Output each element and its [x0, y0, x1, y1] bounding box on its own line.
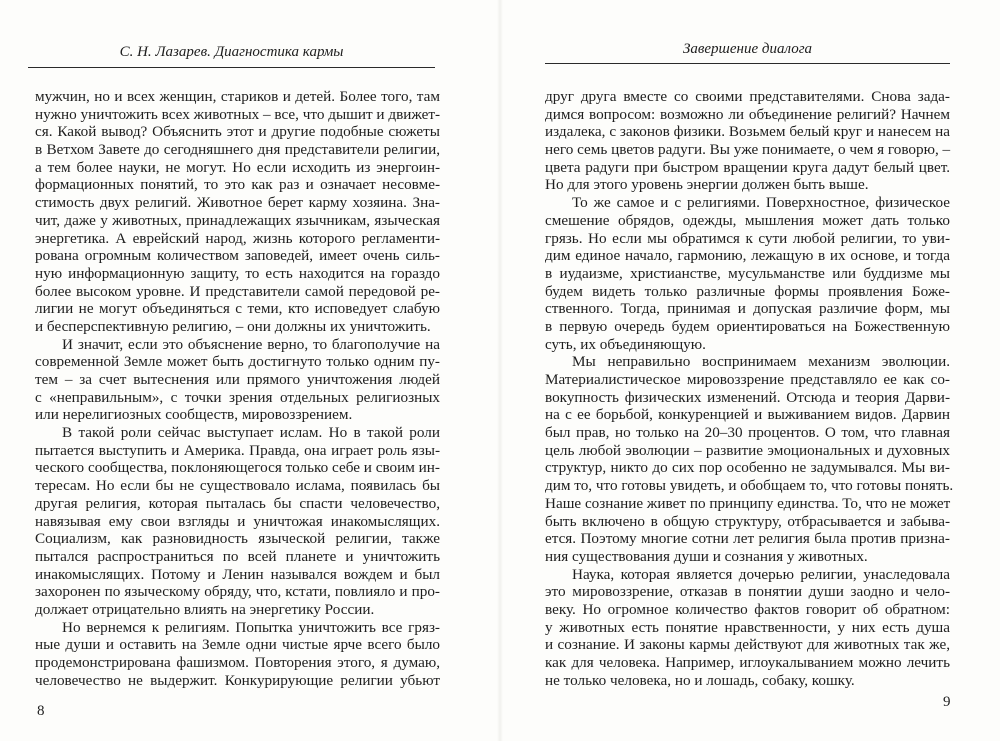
text-line: димся вопросом: возможно ли объединение религий? Начнем — [545, 105, 950, 123]
text-line: должает отрицательно влиять на энергетику России. — [35, 600, 375, 618]
text-line: Наука, которая является дочерью религии, унаследовала — [572, 565, 950, 583]
header-rule — [28, 67, 435, 68]
text-line: В такой роли сейчас выступает ислам. Но в такой роли — [62, 424, 440, 442]
text-line: смешение обрядов, одежды, мышления может дать только — [545, 211, 950, 229]
text-line: ческого сообщества, поклоняющегося только себе и своим ин- — [35, 459, 440, 477]
text-line: захоронен по языческому обряду, что, кстати, повлияло и про- — [35, 583, 440, 601]
text-line: мужчин, но и всех женщин, стариков и детей. Более того, там — [35, 88, 440, 105]
running-header: Завершение диалога — [682, 41, 813, 57]
page-body — [35, 88, 440, 689]
text-line: другая религия, которая пыталась бы спасти человечество, — [35, 494, 440, 512]
text-line: а тем более науки, не могут. Но если исходить из энергоин- — [35, 158, 440, 176]
paragraph — [35, 424, 440, 619]
page-number: 9 — [943, 694, 951, 710]
text-line: ные души и оставить на Земле одни чистые ярче всего было — [35, 636, 440, 654]
paragraph — [35, 619, 440, 690]
text-line: пытается выступить и Америка. Правда, она играет роль язы- — [35, 441, 440, 459]
text-line: был прав, но только на 20–30 процентов. О том, что главная — [545, 424, 950, 442]
right-page — [500, 0, 1000, 741]
text-line: лигии не могут объединяться с теми, кто исповедует слабую — [35, 300, 440, 318]
text-line: суть, их объединяющую. — [545, 335, 706, 353]
paragraph — [545, 194, 950, 353]
text-line: него семь цветов радуги. Вы уже понимаете, о чем я говорю, – — [545, 141, 951, 159]
text-line: То же самое и с религиями. Поверхностное, физическое — [572, 194, 950, 212]
text-line: или нерелигиозных сообществ, мировоззрением. — [35, 406, 353, 424]
text-line: ственного. Тогда, принимая и допуская различие форм, мы — [545, 300, 950, 318]
text-line: и бесперспективную религию, – они должны их уничтожить. — [35, 317, 431, 335]
text-line: ния существования души и сознания у животных. — [545, 547, 868, 565]
text-line: у животных есть понятие нравственности, у них есть душа — [545, 618, 950, 636]
text-line: продемонстрирована фашизмом. Повторения этого, я думаю, — [35, 654, 440, 671]
text-line: тем – за счет вытеснения или прямого уничтожения людей — [35, 371, 440, 388]
text-line: цель любой эволюции – развитие эмоциональных и духовных — [545, 441, 950, 459]
text-line: это мировоззрение, отказав в понятии души заодно и чело- — [545, 583, 950, 601]
text-line: на с ее борьбой, конкуренцией и выживанием видов. Дарвин — [545, 406, 950, 424]
text-line: более высоком уровне. И представители самой передовой ре- — [35, 282, 440, 300]
page-body — [545, 88, 954, 689]
page-number: 8 — [37, 703, 45, 719]
text-line: цвета радуги при быстром вращении круга дадут белый цвет. — [545, 158, 950, 176]
text-line: и сознание. И законы кармы действуют для животных так же, — [545, 636, 950, 654]
text-line: ся. Какой вывод? Объяснить этот и другие подобные сюжеты — [35, 123, 440, 141]
text-line: инакомыслящих. Потому и Ленин назывался вождем и был — [35, 565, 440, 583]
text-line: тересам. Но если бы не существовало ислама, появилась бы — [35, 477, 440, 495]
paragraph — [35, 336, 440, 424]
text-line: рована огромным количеством заповедей, имеет очень силь- — [35, 247, 440, 265]
text-line: Но для этого уровень энергии должен быть выше. — [545, 176, 869, 194]
text-line: Но вернемся к религиям. Попытка уничтожить все гряз- — [62, 618, 440, 636]
text-line: формационных понятий, то это как раз и означает несовме- — [35, 176, 440, 194]
text-line: издалека, с законов физики. Возьмем белый круг и нанесем на — [545, 123, 950, 141]
text-line: ется. Поэтому многие сотни лет религия была против призна- — [545, 530, 950, 548]
text-line: дим то, что готовы увидеть, и обобщаем то, что готовы понять. — [545, 477, 954, 495]
paragraph — [545, 88, 950, 194]
text-line: в первую очередь будем ориентироваться на Божественную — [545, 317, 950, 335]
text-line: Материалистическое мировоззрение представляло ее как со- — [545, 371, 950, 388]
text-line: веку. Но огромное количество фактов говорит об обратном: — [545, 600, 950, 618]
text-line: не только человека, но и лошадь, собаку, кошку. — [545, 671, 855, 689]
text-line: в Ветхом Завете до сегодняшнего дня представители религии, — [35, 141, 440, 159]
text-line: современной Земле может быть достигнуто только одним пу- — [35, 353, 440, 371]
text-line: ную информационную защиту, то есть находится на гораздо — [35, 264, 440, 282]
text-line: чит, даже у животных, принадлежащих язычникам, языческая — [35, 211, 440, 229]
text-line: пытался распространиться по всей планете и уничтожить — [35, 547, 440, 565]
header-rule — [545, 63, 950, 64]
text-line: в иудаизме, христианстве, мусульманстве или буддизме мы — [545, 264, 950, 282]
text-line: грязь. Но если мы обратимся к сути любой религии, то уви- — [545, 229, 950, 247]
text-line: дим единое начало, гармонию, лежащую в их основе, и тогда — [545, 247, 950, 265]
text-line: Наше сознание живет по принципу единства. То, что не может — [545, 494, 951, 512]
running-header: С. Н. Лазарев. Диагностика кармы — [119, 44, 344, 60]
text-line: навязывая ему свои взгляды и уничтожая инакомыслящих. — [35, 512, 440, 530]
paragraph — [545, 353, 954, 565]
text-line: Социализм, как разновидность языческой религии, также — [35, 530, 440, 548]
text-line: И значит, если это объяснение верно, то благополучие на — [62, 335, 440, 353]
text-line: Мы неправильно воспринимаем механизм эволюции. — [572, 353, 950, 371]
text-line: с «неправильным», с точки зрения отдельных религиозных — [35, 388, 440, 406]
text-line: друг друга вместе со своими представителями. Снова зада- — [545, 88, 950, 105]
paragraph — [35, 88, 440, 336]
paragraph — [545, 566, 950, 690]
text-line: человечество не выдержит. Конкурирующие религии убьют — [35, 671, 440, 689]
text-line: как для человека. Например, иглоукалыванием можно лечить — [545, 654, 950, 671]
text-line: вокупность физических изменений. Отсюда и теория Дарви- — [545, 388, 950, 406]
text-line: будем видеть только различные формы проявления Боже- — [545, 282, 950, 300]
text-line: структур, никто до сих пор особенно не задумывался. Мы ви- — [545, 459, 950, 477]
text-line: энергетика. А еврейский народ, жизнь которого регламенти- — [35, 229, 440, 247]
text-line: нужно уничтожить всех животных – все, что дышит и движет- — [35, 105, 441, 123]
text-line: стимость двух религий. Животное берет карму хозяина. Зна- — [35, 194, 440, 212]
text-line: быть включено в общую структуру, отбрасывается и забыва- — [545, 512, 950, 530]
